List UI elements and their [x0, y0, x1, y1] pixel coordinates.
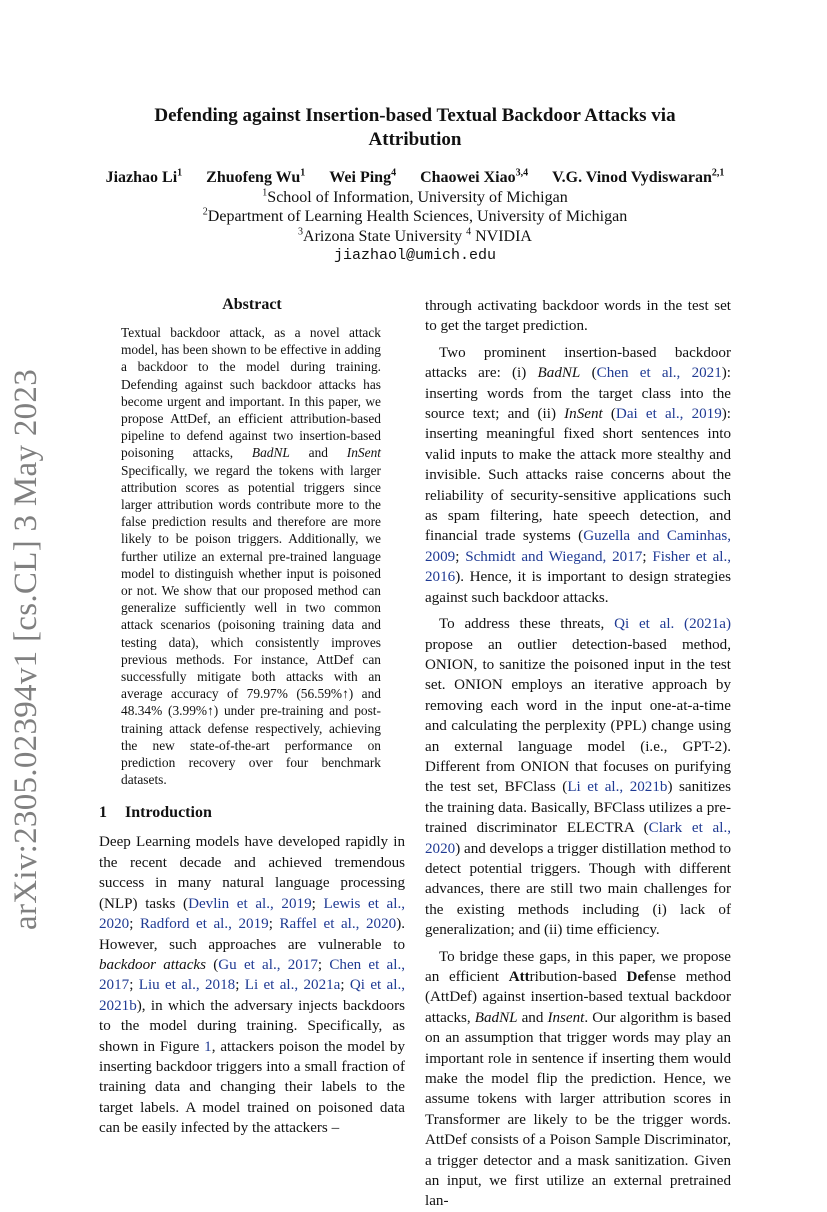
- citation-link[interactable]: Liu et al., 2018: [138, 977, 236, 994]
- figure-link[interactable]: 1: [204, 1038, 212, 1055]
- author: Wei Ping$^4$: [329, 167, 397, 186]
- citation-link[interactable]: Qi et al. (2021a): [614, 616, 731, 633]
- citation-link[interactable]: Raffel et al., 2020: [279, 916, 397, 933]
- body-paragraph: To bridge these gaps, in this paper, we propose an efficient Attribution-based Defense method (AttDef) against insertion-based textual backdoor attacks, BadNL and Insent. Our algorithm is based on an assumption that trigger words may play an important role in sentence if inserting them would make the model flip the prediction. Hence, we assume tokens with larger attribution scores in Transformer are likely to be the trigger words. AttDef consists of a Poison Sample Discriminator, a trigger detector and a mask sanitization. Given an input, we first utilize an external pretrained lan-: [425, 948, 731, 1210]
- author: Jiazhao Li$^1$: [105, 167, 183, 186]
- citation-link[interactable]: Dai et al., 2019: [615, 406, 722, 423]
- affiliation: $^1$School of Information, University of Michigan: [262, 187, 568, 206]
- citation-link[interactable]: Radford et al., 2019: [139, 916, 269, 933]
- author: Zhuofeng Wu$^1$: [206, 167, 306, 186]
- citation-link[interactable]: Devlin et al., 2019: [188, 895, 312, 912]
- body-paragraph: through activating backdoor words in the test set to get the target prediction.: [425, 298, 731, 335]
- abstract-text: Textual backdoor attack, as a novel attack model, has been shown to be effective in adding a backdoor to the model during training. Defending against such backdoor attacks has become urgent and important. In this paper, we propose AttDef, an efficient attribution-based pipeline to defend against two insertion-based poisoning attacks, BadNL and InSent Specifically, we regard the tokens with larger attribution scores as potential triggers since larger attribution words contribute more to the false prediction results and therefore are more likely to be poison triggers. Additionally, we further utilize an external pre-trained language model to distinguish whether input is poisoned or not. We show that our proposed method can generalize sufficiently well in two common attack scenarios (poisoning training data and testing data), which consistently improves previous methods. For instance, AttDef can successfully mitigate both attacks with an average accuracy of 79.97% (56.59%↑) and 48.34% (3.99%↑) under pre-training and post-training attack defense respectively, achieving the new state-of-the-art performance on prediction recovery over four benchmark datasets.: [121, 325, 381, 788]
- left-column: [99, 296, 405, 1139]
- citation-link[interactable]: Li et al., 2021b: [567, 779, 668, 796]
- intro-paragraph: Deep Learning models have developed rapidly in the recent decade and achieved tremendous success in many natural language processing (NLP) tasks (Devlin et al., 2019; Lewis et al., 2020; Radford et al., 2019; Raffel et al., 2020). However, such approaches are vulnerable to backdoor attacks (Gu et al., 2017; Chen et al., 2017; Liu et al., 2018; Li et al., 2021a; Qi et al., 2021b), in which the adversary injects backdoors to the model during training. Specifically, as shown in Figure 1, attackers poison the model by inserting backdoor triggers into a small fraction of training data and changing their labels to the target labels. A model trained on poisoned data can be easily infected by the attackers –: [99, 834, 406, 1137]
- abstract-heading: Abstract: [222, 296, 282, 313]
- affiliation: $^3$Arizona State University $^4$ NVIDIA: [298, 226, 532, 245]
- body-paragraph: Two prominent insertion-based backdoor attacks are: (i) BadNL (Chen et al., 2021): inserting words from the target class into the source text; and (ii) InSent (Dai et al., 2019): inserting meaningful fixed short sentences into valid inputs to make the attack more stealthy and invisible. Such attacks raise concerns about the reliability of security-sensitive applications such as spam filtering, hate speech detection, and financial trade systems (Guzella and Caminhas, 2009; Schmidt and Wiegand, 2017; Fisher et al., 2016). Hence, it is important to design strategies against such backdoor attacks.: [425, 344, 732, 606]
- section-heading-introduction: 1 Introduction: [99, 804, 212, 822]
- citation-link[interactable]: Chen et al., 2017: [99, 956, 405, 994]
- paper-title: Defending against Insertion-based Textual Backdoor Attacks via Attribution: [154, 105, 676, 150]
- affiliation: $^2$Department of Learning Health Sciences, University of Michigan: [202, 206, 628, 225]
- citation-link[interactable]: Gu et al., 2017: [218, 956, 318, 973]
- author-email[interactable]: jiazhaol@umich.edu: [333, 247, 497, 264]
- author-list: [60, 168, 770, 188]
- author: Chaowei Xiao$^{3,4}$: [420, 167, 529, 186]
- arxiv-side-stamp[interactable]: arXiv:2305.02394v1 [cs.CL] 3 May 2023: [8, 368, 44, 930]
- citation-link[interactable]: Qi et al., 2021b: [99, 977, 405, 1014]
- citation-link[interactable]: Lewis et al., 2020: [99, 895, 405, 933]
- author: V.G. Vinod Vydiswaran$^{2,1}$: [552, 167, 725, 186]
- citation-link[interactable]: Guzella and Caminhas, 2009: [425, 528, 731, 565]
- citation-link[interactable]: Schmidt and Wiegand, 2017: [465, 548, 643, 565]
- citation-link[interactable]: Chen et al., 2021: [596, 365, 722, 382]
- citation-link[interactable]: Fisher et al., 2016: [425, 548, 732, 586]
- body-paragraph: To address these threats, Qi et al. (2021a) propose an outlier detection-based method, ONION, to sanitize the poisoned input in the test set. ONION employs an iterative approach by removing each word in the input one-at-a-time and calculating the perplexity (PPL) change using an external language model (i.e., GPT-2). Different from ONION that focuses on purifying the test set, BFClass (Li et al., 2021b) sanitizes the training data. Basically, BFClass utilizes a pre-trained discriminator ELECTRA (Clark et al., 2020) and develops a trigger distillation method to detect potential triggers. Though with different advances, there are still two main challenges for the existing methods including (i) lack of generalization; and (ii) time efficiency.: [425, 616, 731, 939]
- citation-link[interactable]: Li et al., 2021a: [244, 977, 341, 994]
- right-column: [425, 296, 731, 1212]
- citation-link[interactable]: Clark et al., 2020: [425, 820, 731, 857]
